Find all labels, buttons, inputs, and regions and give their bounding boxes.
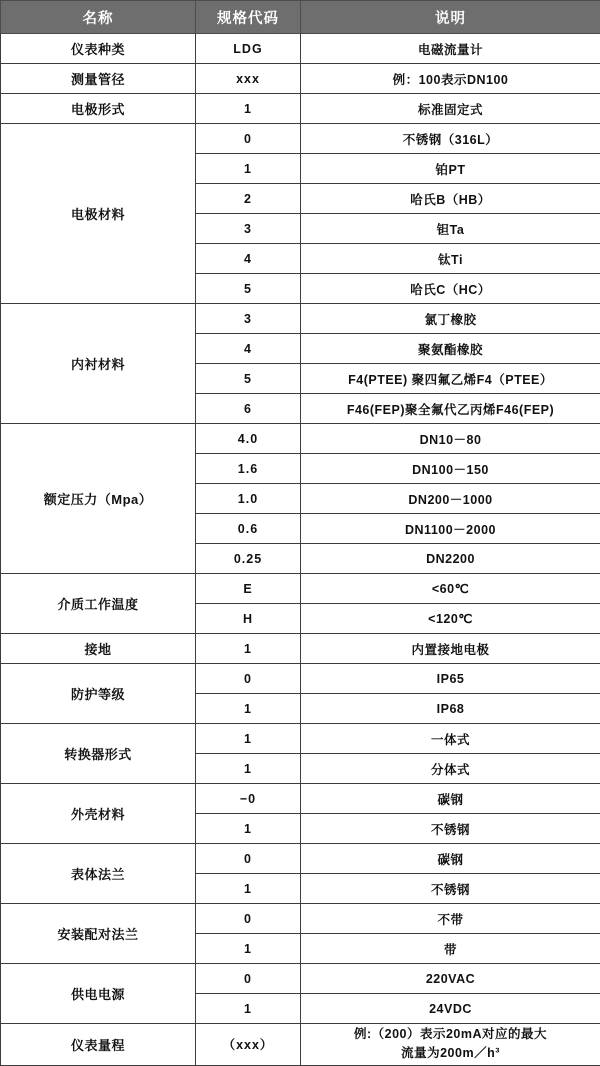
description-cell: 220VAC [301, 964, 600, 994]
description-cell: 钛Ti [301, 244, 600, 274]
table-row [1, 574, 600, 604]
table-row [1, 784, 600, 814]
spec-code-cell: 0 [196, 844, 301, 874]
table-row [1, 124, 600, 154]
spec-code-cell: 1.0 [196, 484, 301, 514]
table-row [1, 34, 600, 64]
spec-code-cell: 1 [196, 934, 301, 964]
spec-code-cell: 2 [196, 184, 301, 214]
description-cell [301, 1024, 600, 1066]
row-name-cell: 安装配对法兰 [1, 904, 196, 964]
table-row [1, 304, 600, 334]
description-cell: 电磁流量计 [301, 34, 600, 64]
table-row [1, 634, 600, 664]
table-body [1, 34, 600, 1066]
spec-code-cell: 4 [196, 334, 301, 364]
description-cell: 标准固定式 [301, 94, 600, 124]
spec-code-cell: 3 [196, 214, 301, 244]
table-row [1, 844, 600, 874]
spec-code-cell: 3 [196, 304, 301, 334]
row-name-cell: 表体法兰 [1, 844, 196, 904]
row-name-cell: 额定压力（Mpa） [1, 424, 196, 574]
spec-code-cell: 4.0 [196, 424, 301, 454]
description-cell: 不带 [301, 904, 600, 934]
spec-code-cell: 0 [196, 964, 301, 994]
description-line: 流量为200m／h³ [303, 1044, 598, 1063]
spec-code-cell: 6 [196, 394, 301, 424]
description-cell: DN100－150 [301, 454, 600, 484]
spec-code-cell: E [196, 574, 301, 604]
description-cell: 铂PT [301, 154, 600, 184]
spec-code-cell: 1 [196, 634, 301, 664]
spec-code-cell: （xxx） [196, 1024, 301, 1066]
spec-code-cell: 1 [196, 94, 301, 124]
spec-code-cell: xxx [196, 64, 301, 94]
description-cell: 哈氏C（HC） [301, 274, 600, 304]
description-cell: 碳钢 [301, 784, 600, 814]
description-cell: 例：100表示DN100 [301, 64, 600, 94]
row-name-cell: 电极形式 [1, 94, 196, 124]
description-cell: 不锈钢 [301, 814, 600, 844]
description-line: 例:（200）表示20mA对应的最大 [303, 1025, 598, 1044]
spec-code-cell: 0.6 [196, 514, 301, 544]
table-row [1, 1024, 600, 1066]
spec-code-cell: 0 [196, 904, 301, 934]
description-cell: DN2200 [301, 544, 600, 574]
spec-code-cell: 5 [196, 274, 301, 304]
description-cell: 哈氏B（HB） [301, 184, 600, 214]
description-cell: DN1100－2000 [301, 514, 600, 544]
description-cell: <120℃ [301, 604, 600, 634]
description-cell: IP65 [301, 664, 600, 694]
spec-code-cell: 1 [196, 694, 301, 724]
spec-code-cell: H [196, 604, 301, 634]
spec-code-cell: 0 [196, 124, 301, 154]
spec-code-cell: 1 [196, 994, 301, 1024]
table-row [1, 904, 600, 934]
table-row [1, 724, 600, 754]
spec-code-cell: 5 [196, 364, 301, 394]
spec-code-cell: 1 [196, 724, 301, 754]
description-cell: 24VDC [301, 994, 600, 1024]
description-cell: 带 [301, 934, 600, 964]
description-cell: 分体式 [301, 754, 600, 784]
row-name-cell: 外壳材料 [1, 784, 196, 844]
row-name-cell: 介质工作温度 [1, 574, 196, 634]
table-row [1, 964, 600, 994]
spec-code-cell: 1 [196, 154, 301, 184]
column-header-code: 规格代码 [196, 1, 301, 34]
description-cell: 内置接地电极 [301, 634, 600, 664]
description-cell: 钽Ta [301, 214, 600, 244]
description-cell: <60℃ [301, 574, 600, 604]
table-row [1, 664, 600, 694]
column-header-name: 名称 [1, 1, 196, 34]
table-row [1, 64, 600, 94]
spec-code-cell: LDG [196, 34, 301, 64]
row-name-cell: 防护等级 [1, 664, 196, 724]
description-cell: 一体式 [301, 724, 600, 754]
description-cell: F46(FEP)聚全氟代乙丙烯F46(FEP) [301, 394, 600, 424]
row-name-cell: 内衬材料 [1, 304, 196, 424]
column-header-description: 说明 [301, 1, 600, 34]
spec-code-cell: 1 [196, 754, 301, 784]
row-name-cell: 测量管径 [1, 64, 196, 94]
row-name-cell: 转换器形式 [1, 724, 196, 784]
row-name-cell: 接地 [1, 634, 196, 664]
description-cell: DN10－80 [301, 424, 600, 454]
spec-code-cell: 4 [196, 244, 301, 274]
spec-code-cell: 0 [196, 664, 301, 694]
row-name-cell: 仪表种类 [1, 34, 196, 64]
spec-code-cell: −0 [196, 784, 301, 814]
description-cell: 聚氨酯橡胶 [301, 334, 600, 364]
description-cell: 不锈钢（316L） [301, 124, 600, 154]
spec-code-cell: 1 [196, 874, 301, 904]
description-cell: 氯丁橡胶 [301, 304, 600, 334]
description-cell: F4(PTEE) 聚四氟乙烯F4（PTEE） [301, 364, 600, 394]
description-cell: 碳钢 [301, 844, 600, 874]
table-header-row [1, 1, 600, 34]
row-name-cell: 电极材料 [1, 124, 196, 304]
spec-code-cell: 1.6 [196, 454, 301, 484]
spec-code-cell: 0.25 [196, 544, 301, 574]
row-name-cell: 供电电源 [1, 964, 196, 1024]
spec-code-cell: 1 [196, 814, 301, 844]
table-row [1, 94, 600, 124]
description-cell: IP68 [301, 694, 600, 724]
description-cell: 不锈钢 [301, 874, 600, 904]
row-name-cell: 仪表量程 [1, 1024, 196, 1066]
table-row [1, 424, 600, 454]
description-cell: DN200－1000 [301, 484, 600, 514]
